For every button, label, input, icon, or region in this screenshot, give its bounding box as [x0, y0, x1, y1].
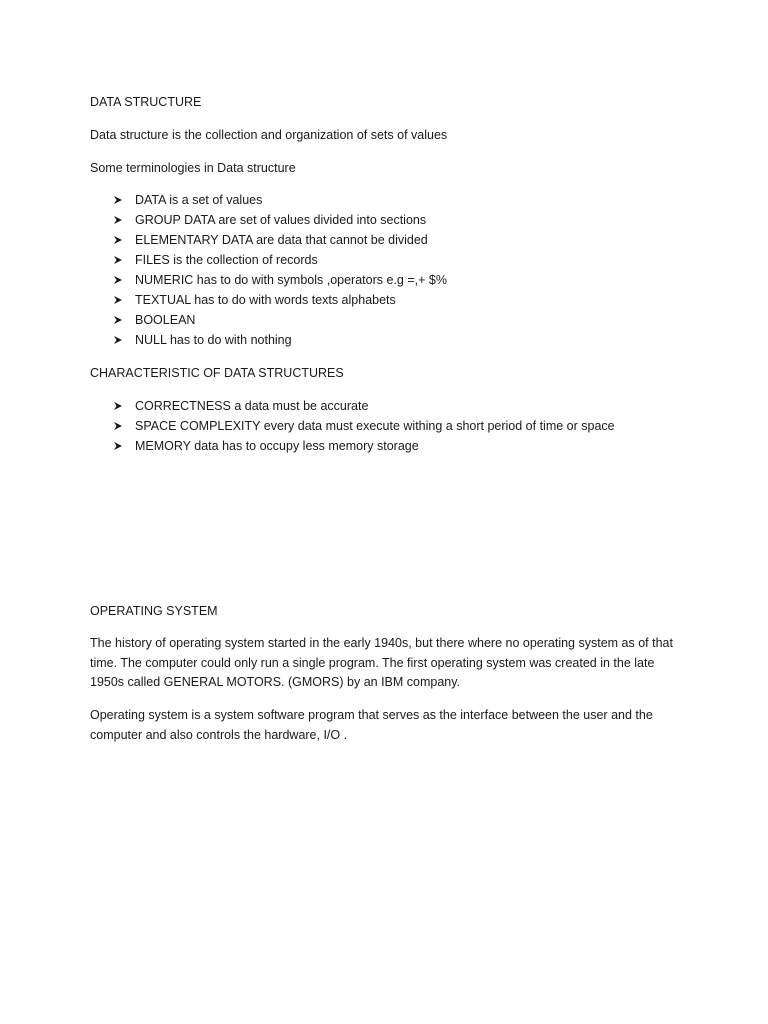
list-item-label: TEXTUAL has to do with words texts alphabets	[135, 293, 396, 307]
heading-operating-system: OPERATING SYSTEM	[90, 604, 218, 618]
arrow-bullet-icon	[113, 335, 123, 345]
arrow-bullet-icon	[113, 401, 123, 411]
list-item-label: MEMORY data has to occupy less memory storage	[135, 439, 419, 453]
arrow-bullet-icon	[113, 195, 123, 205]
list-item-label: DATA is a set of values	[135, 193, 263, 207]
list-item-label: CORRECTNESS a data must be accurate	[135, 399, 369, 413]
heading-data-structure: DATA STRUCTURE	[90, 95, 202, 109]
list-item-label: GROUP DATA are set of values divided into sections	[135, 213, 427, 227]
list-item-label: NUMERIC has to do with symbols ,operators e.g =,+ $%	[135, 273, 447, 287]
list-item-label: SPACE COMPLEXITY every data must execute withing a short period of time or space	[135, 419, 615, 433]
arrow-bullet-icon	[113, 275, 123, 285]
list-item-label: NULL has to do with nothing	[135, 333, 292, 347]
heading-characteristics: CHARACTERISTIC OF DATA STRUCTURES	[90, 366, 344, 380]
arrow-bullet-icon	[113, 441, 123, 451]
os-history-paragraph: The history of operating system started in the early 1940s, but there where no operating system as of that time. The computer could only run a single program. The first operating system was created in the late 1950s called GENERAL MOTORS. (GMORS) by an IBM company.	[90, 636, 673, 689]
list-item-label: BOOLEAN	[135, 313, 196, 327]
arrow-bullet-icon	[113, 295, 123, 305]
list-item-label: FILES is the collection of records	[135, 253, 318, 267]
list-item-label: ELEMENTARY DATA are data that cannot be divided	[135, 233, 428, 247]
arrow-bullet-icon	[113, 255, 123, 265]
definition-text: Data structure is the collection and organization of sets of values	[90, 128, 448, 142]
arrow-bullet-icon	[113, 315, 123, 325]
arrow-bullet-icon	[113, 421, 123, 431]
terminology-intro: Some terminologies in Data structure	[90, 161, 296, 175]
os-definition-paragraph: Operating system is a system software program that serves as the interface between the user and the computer and also controls the hardware, I/O .	[90, 708, 653, 742]
arrow-bullet-icon	[113, 215, 123, 225]
arrow-bullet-icon	[113, 235, 123, 245]
